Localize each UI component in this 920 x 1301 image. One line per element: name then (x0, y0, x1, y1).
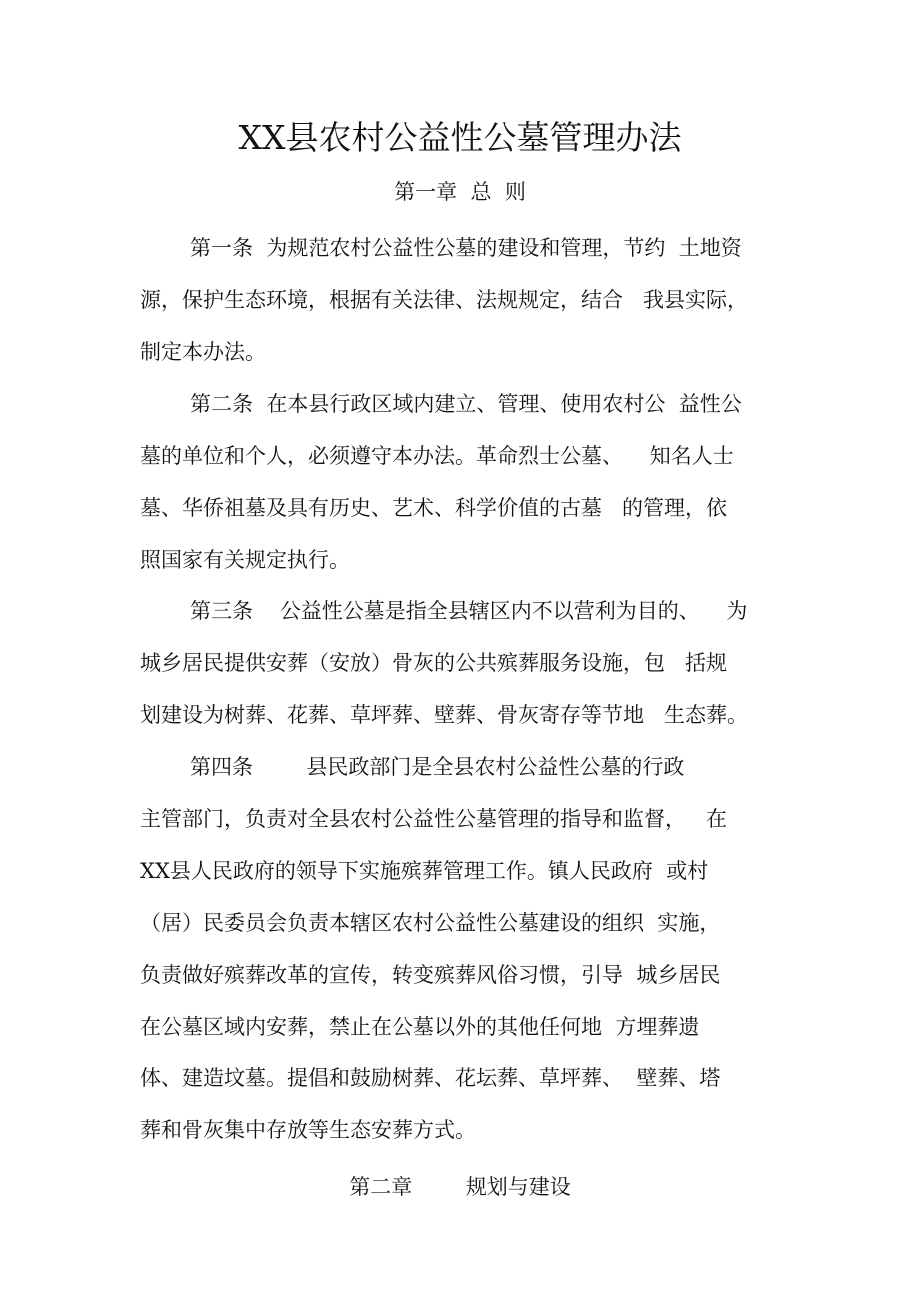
article-2-line-3: 墓、华侨祖墓及具有历史、艺术、科学价值的古墓 的管理，依 (140, 496, 728, 520)
article-2-line-1: 第二条 在本县行政区域内建立、管理、使用农村公 益性公 (190, 392, 742, 416)
article-4-line-7: 体、建造坟墓。提倡和鼓励树葬、花坛葬、草坪葬、 壁葬、塔 (140, 1066, 721, 1090)
chapter-heading-2: 第二章 规划与建设 (349, 1175, 571, 1199)
article-3-line-2: 城乡居民提供安葬（安放）骨灰的公共殡葬服务设施，包 括规 (140, 651, 728, 675)
article-4-line-6: 在公墓区域内安葬，禁止在公墓以外的其他任何地 方埋葬遗 (140, 1015, 700, 1039)
article-2-line-4: 照国家有关规定执行。 (140, 548, 350, 572)
article-1-line-3: 制定本办法。 (140, 340, 266, 364)
article-3-line-1: 第三条 公益性公墓是指全县辖区内不以营利为目的、 为 (190, 599, 748, 623)
article-4-line-4: （居）民委员会负责本辖区农村公益性公墓建设的组织 实施， (140, 911, 721, 935)
article-4-line-8: 葬和骨灰集中存放等生态安葬方式。 (140, 1118, 476, 1142)
article-4-line-3: XX县人民政府的领导下实施殡葬管理工作。镇人民政府 或村 (140, 859, 709, 883)
chapter-heading-1: 第一章 总 则 (394, 180, 526, 204)
article-4-line-1: 第四条 县民政部门是全县农村公益性公墓的行政 (190, 755, 685, 779)
document-title: XX县农村公益性公墓管理办法 (238, 118, 682, 157)
article-3-line-3: 划建设为树葬、花葬、草坪葬、壁葬、骨灰寄存等节地 生态葬。 (140, 703, 749, 727)
article-1-line-2: 源，保护生态环境，根据有关法律、法规规定，结合 我县实际， (140, 288, 749, 312)
article-4-line-5: 负责做好殡葬改革的宣传，转变殡葬风俗习惯，引导 城乡居民 (140, 963, 721, 987)
article-1-line-1: 第一条 为规范农村公益性公墓的建设和管理，节约 土地资 (190, 236, 742, 260)
article-2-line-2: 墓的单位和个人，必须遵守本办法。革命烈士公墓、 知名人士 (140, 444, 734, 468)
article-4-line-2: 主管部门，负责对全县农村公益性公墓管理的指导和监督， 在 (140, 807, 728, 831)
